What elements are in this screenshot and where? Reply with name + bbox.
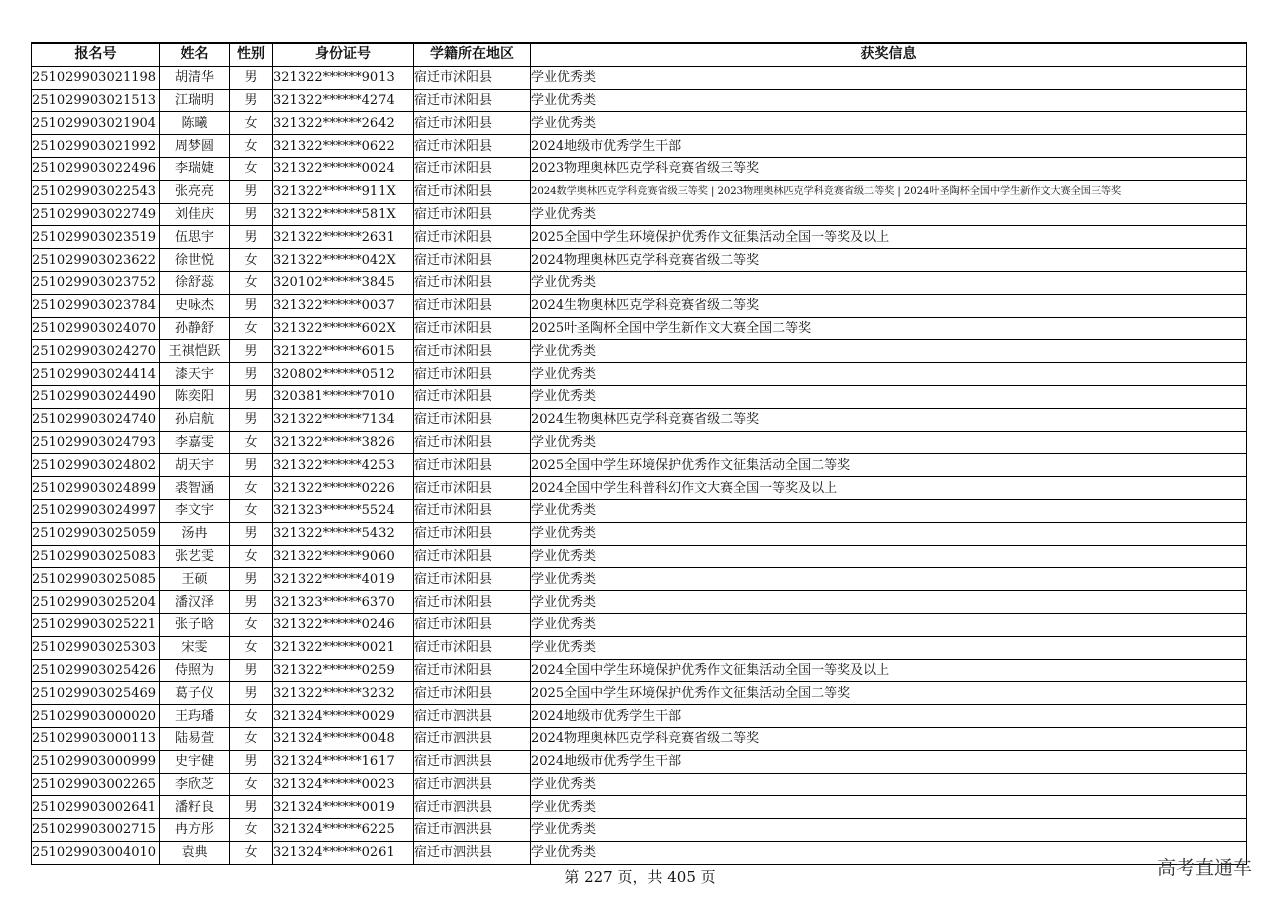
cell-area: 宿迁市泗洪县 [414, 841, 531, 864]
cell-award: 2024数学奥林匹克学科竞赛省级三等奖 | 2023物理奥林匹克学科竞赛省级二等奖 | 2024叶圣陶杯全国中学生新作文大赛全国三等奖 [531, 180, 1247, 203]
cell-id-no: 321322******2631 [273, 226, 414, 249]
table-row [32, 203, 1247, 226]
cell-id-no: 320802******0512 [273, 363, 414, 386]
table-row [32, 750, 1247, 773]
cell-sex: 女 [230, 819, 273, 842]
cell-area: 宿迁市沭阳县 [414, 545, 531, 568]
cell-award: 学业优秀类 [531, 203, 1247, 226]
cell-award: 2024全国中学生科普科幻作文大赛全国一等奖及以上 [531, 477, 1247, 500]
table-row [32, 226, 1247, 249]
cell-area: 宿迁市泗洪县 [414, 819, 531, 842]
cell-name: 李嘉雯 [160, 431, 230, 454]
cell-award: 学业优秀类 [531, 819, 1247, 842]
cell-award: 学业优秀类 [531, 89, 1247, 112]
cell-reg-no: 251029903000999 [32, 750, 160, 773]
cell-reg-no: 251029903002265 [32, 773, 160, 796]
table-row [32, 773, 1247, 796]
cell-name: 李文宇 [160, 499, 230, 522]
roster-table-container [31, 42, 1246, 865]
cell-sex: 男 [230, 522, 273, 545]
cell-award: 学业优秀类 [531, 568, 1247, 591]
cell-name: 陈奕阳 [160, 385, 230, 408]
table-body [32, 66, 1247, 864]
cell-reg-no: 251029903025059 [32, 522, 160, 545]
table-row [32, 317, 1247, 340]
cell-sex: 女 [230, 545, 273, 568]
cell-award: 2024生物奥林匹克学科竞赛省级二等奖 [531, 294, 1247, 317]
cell-name: 孙启航 [160, 408, 230, 431]
cell-award: 学业优秀类 [531, 340, 1247, 363]
cell-reg-no: 251029903023784 [32, 294, 160, 317]
cell-reg-no: 251029903025085 [32, 568, 160, 591]
cell-id-no: 321323******5524 [273, 499, 414, 522]
table-row [32, 385, 1247, 408]
cell-reg-no: 251029903023622 [32, 249, 160, 272]
cell-area: 宿迁市沭阳县 [414, 89, 531, 112]
cell-reg-no: 251029903024490 [32, 385, 160, 408]
cell-sex: 男 [230, 591, 273, 614]
cell-area: 宿迁市沭阳县 [414, 226, 531, 249]
cell-sex: 女 [230, 135, 273, 158]
cell-sex: 男 [230, 226, 273, 249]
cell-reg-no: 251029903004010 [32, 841, 160, 864]
cell-award: 学业优秀类 [531, 271, 1247, 294]
cell-award: 2025全国中学生环境保护优秀作文征集活动全国一等奖及以上 [531, 226, 1247, 249]
cell-id-no: 321322******0622 [273, 135, 414, 158]
cell-id-no: 321322******0259 [273, 659, 414, 682]
cell-reg-no: 251029903025204 [32, 591, 160, 614]
cell-id-no: 321324******0019 [273, 796, 414, 819]
cell-id-no: 321322******042X [273, 249, 414, 272]
cell-id-no: 321322******0246 [273, 613, 414, 636]
cell-sex: 男 [230, 363, 273, 386]
cell-name: 伍思宇 [160, 226, 230, 249]
header-area: 学籍所在地区 [414, 43, 531, 66]
table-row [32, 819, 1247, 842]
cell-id-no: 321322******9013 [273, 66, 414, 89]
cell-area: 宿迁市沭阳县 [414, 385, 531, 408]
table-row [32, 477, 1247, 500]
cell-name: 江瑞明 [160, 89, 230, 112]
cell-id-no: 321322******4274 [273, 89, 414, 112]
cell-sex: 女 [230, 705, 273, 728]
cell-area: 宿迁市沭阳县 [414, 203, 531, 226]
cell-name: 潘籽良 [160, 796, 230, 819]
cell-id-no: 321324******0029 [273, 705, 414, 728]
cell-reg-no: 251029903002641 [32, 796, 160, 819]
cell-area: 宿迁市沭阳县 [414, 477, 531, 500]
cell-area: 宿迁市沭阳县 [414, 271, 531, 294]
cell-award: 2024物理奥林匹克学科竞赛省级二等奖 [531, 249, 1247, 272]
cell-award: 学业优秀类 [531, 591, 1247, 614]
cell-id-no: 321322******7134 [273, 408, 414, 431]
cell-award: 学业优秀类 [531, 112, 1247, 135]
cell-name: 刘佳庆 [160, 203, 230, 226]
table-row [32, 363, 1247, 386]
cell-id-no: 321322******6015 [273, 340, 414, 363]
table-row [32, 271, 1247, 294]
cell-sex: 男 [230, 66, 273, 89]
cell-reg-no: 251029903023519 [32, 226, 160, 249]
cell-name: 冉方彤 [160, 819, 230, 842]
table-row [32, 659, 1247, 682]
cell-area: 宿迁市沭阳县 [414, 66, 531, 89]
table-row [32, 89, 1247, 112]
cell-id-no: 321322******0037 [273, 294, 414, 317]
table-row [32, 408, 1247, 431]
table-row [32, 636, 1247, 659]
cell-name: 汤冉 [160, 522, 230, 545]
cell-id-no: 321323******6370 [273, 591, 414, 614]
cell-id-no: 321324******0261 [273, 841, 414, 864]
table-row [32, 340, 1247, 363]
cell-id-no: 321324******6225 [273, 819, 414, 842]
cell-name: 李欣芝 [160, 773, 230, 796]
cell-id-no: 321322******5432 [273, 522, 414, 545]
table-row [32, 157, 1247, 180]
cell-award: 2024物理奥林匹克学科竞赛省级二等奖 [531, 727, 1247, 750]
cell-name: 史咏杰 [160, 294, 230, 317]
cell-sex: 男 [230, 568, 273, 591]
cell-sex: 男 [230, 750, 273, 773]
cell-id-no: 321322******4253 [273, 454, 414, 477]
cell-award: 2024地级市优秀学生干部 [531, 705, 1247, 728]
cell-award: 2025全国中学生环境保护优秀作文征集活动全国二等奖 [531, 682, 1247, 705]
table-row [32, 135, 1247, 158]
cell-reg-no: 251029903021992 [32, 135, 160, 158]
cell-reg-no: 251029903022496 [32, 157, 160, 180]
cell-name: 漆天宇 [160, 363, 230, 386]
cell-id-no: 321324******0048 [273, 727, 414, 750]
table-header [32, 43, 1247, 66]
cell-sex: 女 [230, 112, 273, 135]
cell-area: 宿迁市泗洪县 [414, 705, 531, 728]
table-row [32, 545, 1247, 568]
cell-sex: 男 [230, 89, 273, 112]
cell-id-no: 321322******4019 [273, 568, 414, 591]
cell-area: 宿迁市沭阳县 [414, 499, 531, 522]
cell-award: 2025全国中学生环境保护优秀作文征集活动全国二等奖 [531, 454, 1247, 477]
cell-area: 宿迁市泗洪县 [414, 727, 531, 750]
cell-sex: 女 [230, 431, 273, 454]
cell-name: 胡清华 [160, 66, 230, 89]
cell-sex: 女 [230, 477, 273, 500]
cell-name: 张子晗 [160, 613, 230, 636]
cell-area: 宿迁市泗洪县 [414, 796, 531, 819]
cell-name: 王硕 [160, 568, 230, 591]
cell-sex: 男 [230, 682, 273, 705]
table-row [32, 796, 1247, 819]
cell-name: 张艺雯 [160, 545, 230, 568]
cell-area: 宿迁市沭阳县 [414, 249, 531, 272]
cell-sex: 男 [230, 454, 273, 477]
header-award: 获奖信息 [531, 43, 1247, 66]
cell-name: 王玙璠 [160, 705, 230, 728]
table-row [32, 682, 1247, 705]
cell-sex: 男 [230, 385, 273, 408]
cell-reg-no: 251029903024740 [32, 408, 160, 431]
cell-sex: 男 [230, 203, 273, 226]
cell-reg-no: 251029903023752 [32, 271, 160, 294]
header-row [32, 43, 1247, 66]
cell-name: 张亮亮 [160, 180, 230, 203]
cell-sex: 女 [230, 727, 273, 750]
table-row [32, 841, 1247, 864]
cell-area: 宿迁市沭阳县 [414, 682, 531, 705]
table-row [32, 591, 1247, 614]
cell-award: 学业优秀类 [531, 431, 1247, 454]
cell-sex: 女 [230, 773, 273, 796]
cell-award: 2024地级市优秀学生干部 [531, 750, 1247, 773]
cell-name: 宋雯 [160, 636, 230, 659]
header-name: 姓名 [160, 43, 230, 66]
cell-sex: 女 [230, 249, 273, 272]
cell-area: 宿迁市沭阳县 [414, 157, 531, 180]
cell-id-no: 321322******911X [273, 180, 414, 203]
cell-area: 宿迁市沭阳县 [414, 659, 531, 682]
cell-reg-no: 251029903024414 [32, 363, 160, 386]
roster-table [31, 42, 1247, 865]
cell-area: 宿迁市泗洪县 [414, 750, 531, 773]
cell-sex: 男 [230, 340, 273, 363]
cell-reg-no: 251029903024997 [32, 499, 160, 522]
table-row [32, 522, 1247, 545]
table-row [32, 249, 1247, 272]
cell-reg-no: 251029903025426 [32, 659, 160, 682]
table-row [32, 112, 1247, 135]
cell-sex: 男 [230, 408, 273, 431]
table-row [32, 294, 1247, 317]
cell-award: 2025叶圣陶杯全国中学生新作文大赛全国二等奖 [531, 317, 1247, 340]
cell-name: 陈曦 [160, 112, 230, 135]
cell-id-no: 321322******581X [273, 203, 414, 226]
cell-reg-no: 251029903024899 [32, 477, 160, 500]
watermark-logo: 高考直通车 [1156, 857, 1252, 879]
cell-award: 学业优秀类 [531, 499, 1247, 522]
cell-reg-no: 251029903021513 [32, 89, 160, 112]
cell-name: 裘智涵 [160, 477, 230, 500]
table-row [32, 613, 1247, 636]
cell-reg-no: 251029903025303 [32, 636, 160, 659]
cell-name: 陆易萱 [160, 727, 230, 750]
cell-award: 学业优秀类 [531, 363, 1247, 386]
cell-id-no: 321322******2642 [273, 112, 414, 135]
cell-area: 宿迁市沭阳县 [414, 568, 531, 591]
cell-sex: 男 [230, 796, 273, 819]
cell-name: 史宇健 [160, 750, 230, 773]
cell-reg-no: 251029903025083 [32, 545, 160, 568]
cell-name: 徐世悦 [160, 249, 230, 272]
cell-name: 胡天宇 [160, 454, 230, 477]
cell-award: 2024地级市优秀学生干部 [531, 135, 1247, 158]
cell-id-no: 321322******0226 [273, 477, 414, 500]
cell-sex: 男 [230, 659, 273, 682]
table-row [32, 727, 1247, 750]
cell-name: 潘汉泽 [160, 591, 230, 614]
cell-id-no: 321322******0024 [273, 157, 414, 180]
cell-area: 宿迁市沭阳县 [414, 431, 531, 454]
cell-id-no: 321322******602X [273, 317, 414, 340]
cell-name: 李瑞婕 [160, 157, 230, 180]
cell-reg-no: 251029903024070 [32, 317, 160, 340]
cell-reg-no: 251029903024270 [32, 340, 160, 363]
cell-name: 王祺恺跃 [160, 340, 230, 363]
cell-area: 宿迁市沭阳县 [414, 591, 531, 614]
table-row [32, 499, 1247, 522]
cell-reg-no: 251029903000020 [32, 705, 160, 728]
cell-reg-no: 251029903025221 [32, 613, 160, 636]
cell-name: 侍照为 [160, 659, 230, 682]
cell-sex: 女 [230, 271, 273, 294]
cell-id-no: 321322******0021 [273, 636, 414, 659]
header-id-no: 身份证号 [273, 43, 414, 66]
cell-area: 宿迁市沭阳县 [414, 636, 531, 659]
cell-reg-no: 251029903024793 [32, 431, 160, 454]
cell-area: 宿迁市沭阳县 [414, 454, 531, 477]
cell-sex: 男 [230, 180, 273, 203]
cell-area: 宿迁市沭阳县 [414, 294, 531, 317]
cell-id-no: 320102******3845 [273, 271, 414, 294]
cell-sex: 女 [230, 636, 273, 659]
page-number: 第 227 页，共 405 页 [564, 868, 716, 886]
cell-area: 宿迁市沭阳县 [414, 112, 531, 135]
cell-area: 宿迁市沭阳县 [414, 408, 531, 431]
cell-area: 宿迁市沭阳县 [414, 180, 531, 203]
cell-award: 2023物理奥林匹克学科竞赛省级三等奖 [531, 157, 1247, 180]
table-row [32, 454, 1247, 477]
cell-id-no: 321322******3826 [273, 431, 414, 454]
cell-area: 宿迁市泗洪县 [414, 773, 531, 796]
cell-name: 孙静舒 [160, 317, 230, 340]
cell-id-no: 321324******0023 [273, 773, 414, 796]
cell-name: 袁典 [160, 841, 230, 864]
cell-reg-no: 251029903021904 [32, 112, 160, 135]
cell-id-no: 320381******7010 [273, 385, 414, 408]
cell-sex: 女 [230, 157, 273, 180]
cell-id-no: 321324******1617 [273, 750, 414, 773]
cell-award: 学业优秀类 [531, 841, 1247, 864]
cell-name: 周梦圆 [160, 135, 230, 158]
cell-award: 学业优秀类 [531, 636, 1247, 659]
cell-award: 2024生物奥林匹克学科竞赛省级二等奖 [531, 408, 1247, 431]
cell-sex: 女 [230, 613, 273, 636]
table-row [32, 705, 1247, 728]
table-row [32, 180, 1247, 203]
cell-sex: 男 [230, 294, 273, 317]
cell-area: 宿迁市沭阳县 [414, 613, 531, 636]
cell-award: 学业优秀类 [531, 545, 1247, 568]
table-row [32, 568, 1247, 591]
cell-sex: 女 [230, 499, 273, 522]
cell-area: 宿迁市沭阳县 [414, 522, 531, 545]
cell-reg-no: 251029903002715 [32, 819, 160, 842]
cell-award: 学业优秀类 [531, 66, 1247, 89]
cell-sex: 女 [230, 841, 273, 864]
cell-area: 宿迁市沭阳县 [414, 363, 531, 386]
cell-reg-no: 251029903022543 [32, 180, 160, 203]
cell-reg-no: 251029903024802 [32, 454, 160, 477]
cell-award: 学业优秀类 [531, 613, 1247, 636]
header-reg-no: 报名号 [32, 43, 160, 66]
cell-award: 2024全国中学生环境保护优秀作文征集活动全国一等奖及以上 [531, 659, 1247, 682]
cell-id-no: 321322******9060 [273, 545, 414, 568]
cell-sex: 女 [230, 317, 273, 340]
cell-area: 宿迁市沭阳县 [414, 340, 531, 363]
cell-id-no: 321322******3232 [273, 682, 414, 705]
cell-award: 学业优秀类 [531, 385, 1247, 408]
cell-award: 学业优秀类 [531, 773, 1247, 796]
header-sex: 性别 [230, 43, 273, 66]
cell-award: 学业优秀类 [531, 796, 1247, 819]
cell-name: 葛子仪 [160, 682, 230, 705]
cell-reg-no: 251029903000113 [32, 727, 160, 750]
cell-reg-no: 251029903022749 [32, 203, 160, 226]
cell-award: 学业优秀类 [531, 522, 1247, 545]
cell-area: 宿迁市沭阳县 [414, 135, 531, 158]
cell-name: 徐舒蕊 [160, 271, 230, 294]
cell-reg-no: 251029903021198 [32, 66, 160, 89]
table-row [32, 66, 1247, 89]
cell-reg-no: 251029903025469 [32, 682, 160, 705]
cell-area: 宿迁市沭阳县 [414, 317, 531, 340]
table-row [32, 431, 1247, 454]
